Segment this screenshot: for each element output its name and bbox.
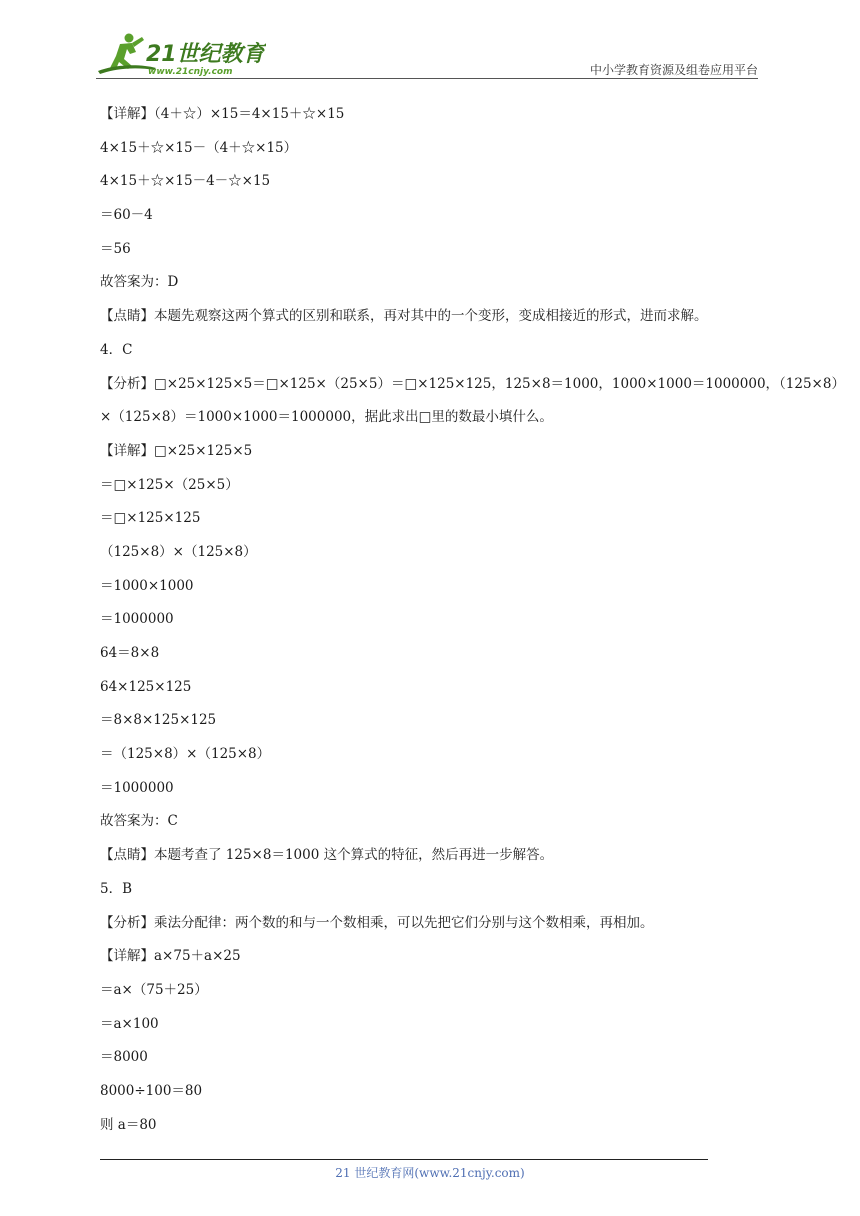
- logo: [96, 28, 266, 78]
- text-line: 【点睛】本题考查了 125×8＝1000 这个算式的特征，然后再进一步解答。: [100, 847, 554, 864]
- footer-divider: [100, 1159, 708, 1160]
- text-line: ＝1000000: [100, 611, 174, 628]
- logo-url: www.21cnjy.com: [148, 67, 233, 77]
- text-line: 8000÷100＝80: [100, 1082, 203, 1099]
- text-line: ＝（125×8）×（125×8）: [100, 746, 271, 763]
- text-line: 【详解】（4＋☆）×15＝4×15＋☆×15: [100, 106, 345, 122]
- text-line: ＝1000000: [100, 779, 174, 796]
- page-footer[interactable]: 21 世纪教育网(www.21cnjy.com): [335, 1166, 525, 1180]
- text-line: 【详解】□×25×125×5: [100, 442, 253, 459]
- text-line: 【详解】a×75＋a×25: [100, 948, 241, 965]
- text-line: ＝a×（75＋25）: [100, 981, 208, 998]
- text-line: ＝□×125×（25×5）: [100, 476, 239, 493]
- text-line: 【点睛】本题先观察这两个算式的区别和联系，再对其中的一个变形，变成相接近的形式，进而求解。: [100, 308, 708, 325]
- logo-wordmark: 21世纪教育: [146, 42, 265, 67]
- text-line: 【分析】□×25×125×5＝□×125×（25×5）＝□×125×125，125×8＝1000，1000×1000＝1000000，（125×8）: [100, 375, 845, 392]
- text-line: 64×125×125: [100, 678, 192, 695]
- text-line: 4×15＋☆×15－（4＋☆×15）: [100, 139, 298, 156]
- text-line: 则 a＝80: [100, 1116, 157, 1133]
- text-line: 4×15＋☆×15－4－☆×15: [100, 173, 271, 190]
- text-line: 故答案为：C: [100, 813, 178, 830]
- text-line: ＝8×8×125×125: [100, 712, 217, 729]
- text-line: ＝60－4: [100, 207, 153, 224]
- text-line: ×（125×8）＝1000×1000＝1000000，据此求出□里的数最小填什么。: [100, 409, 553, 426]
- header-divider: [96, 78, 758, 79]
- text-line: ＝1000×1000: [100, 577, 194, 594]
- text-line: ＝8000: [100, 1049, 148, 1066]
- page-header: [96, 28, 758, 78]
- platform-name: 中小学教育资源及组卷应用平台: [589, 63, 758, 77]
- text-line: ＝□×125×125: [100, 510, 201, 527]
- document-body: [100, 104, 845, 1148]
- text-line: 故答案为：D: [100, 274, 179, 291]
- text-line: ＝56: [100, 240, 131, 257]
- question-number: 4．C: [100, 341, 133, 358]
- question-number: 5．B: [100, 880, 133, 897]
- text-line: （125×8）×（125×8）: [100, 543, 257, 560]
- text-line: 【分析】乘法分配律：两个数的和与一个数相乘，可以先把它们分别与这个数相乘，再相加。: [100, 914, 654, 931]
- text-line: ＝a×100: [100, 1015, 159, 1032]
- text-line: 64＝8×8: [100, 645, 160, 661]
